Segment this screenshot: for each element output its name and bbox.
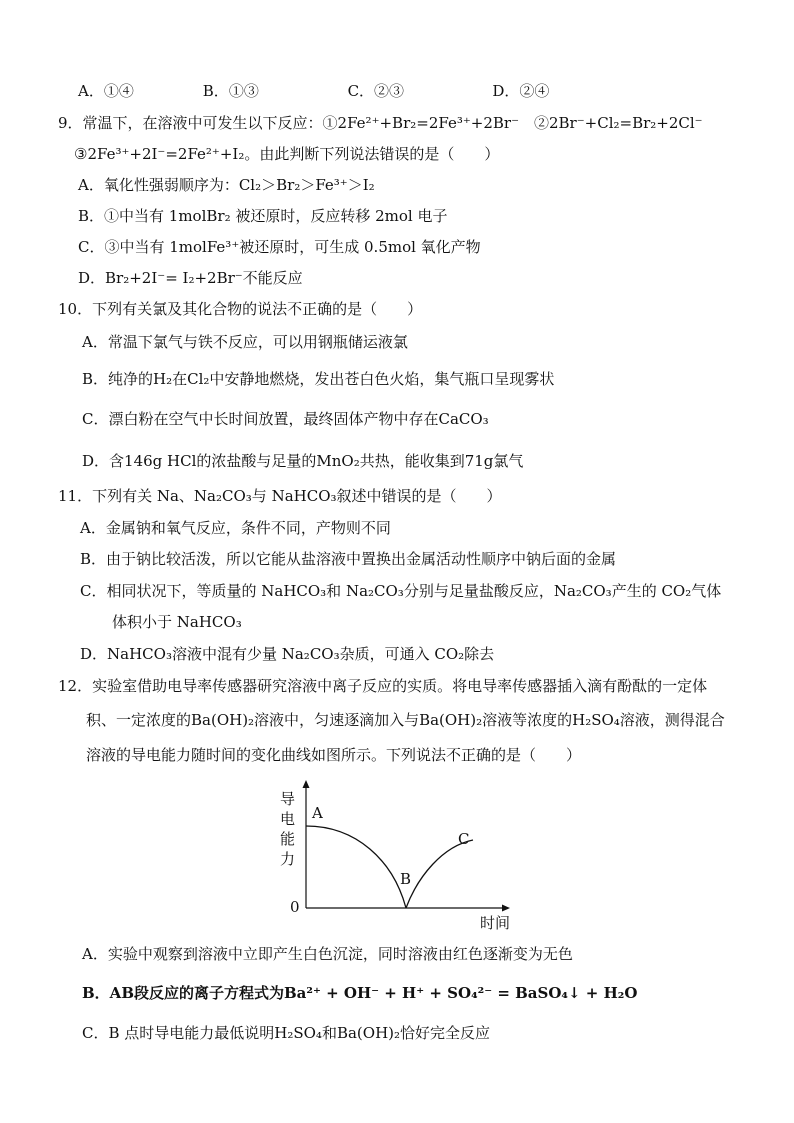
q11-option-d: D．NaHCO₃溶液中混有少量 Na₂CO₃杂质，可通入 CO₂除去	[80, 645, 495, 663]
q8-options-row	[78, 80, 549, 102]
y-axis-arrow	[303, 780, 310, 788]
q11-stem: 11．下列有关 Na、Na₂CO₃与 NaHCO₃叙述中错误的是（ ）	[58, 487, 502, 505]
curve-bc	[406, 840, 473, 908]
point-c-label: C	[458, 830, 470, 848]
q12-stem-line2: 积、一定浓度的Ba(OH)₂溶液中，匀速逐滴加入与Ba(OH)₂溶液等浓度的H₂SO₄溶液，测得混合	[86, 711, 725, 729]
q9-option-c: C．③中当有 1molFe³⁺被还原时，可生成 0.5mol 氧化产物	[78, 238, 481, 256]
q10-option-a: A．常温下氯气与铁不反应，可以用钢瓶储运液氯	[82, 333, 408, 351]
q10-option-d: D．含146g HCl的浓盐酸与足量的MnO₂共热，能收集到71g氯气	[82, 452, 524, 470]
ylabel-char-2: 电	[280, 810, 296, 828]
xlabel: 时间	[480, 914, 511, 932]
origin-label: 0	[290, 898, 300, 916]
q11-option-c-line1: C．相同状况下，等质量的 NaHCO₃和 Na₂CO₃分别与足量盐酸反应，Na₂CO₃产生的 CO₂气体	[80, 582, 722, 600]
q9-option-d: D．Br₂+2I⁻= I₂+2Br⁻不能反应	[78, 269, 303, 287]
q10-option-c: C．漂白粉在空气中长时间放置，最终固体产物中存在CaCO₃	[82, 410, 489, 428]
ylabel-char-4: 力	[280, 850, 296, 868]
q8-option-b: B．①③	[202, 82, 259, 100]
q12-stem-line1: 12．实验室借助电导率传感器研究溶液中离子反应的实质。将电导率传感器插入滴有酚酞的一定体	[58, 677, 708, 695]
q9-option-a: A．氧化性强弱顺序为：Cl₂＞Br₂＞Fe³⁺＞I₂	[78, 176, 375, 194]
q12-stem-line3: 溶液的导电能力随时间的变化曲线如图所示。下列说法不正确的是（ ）	[86, 746, 582, 764]
q12-option-b: B．AB段反应的离子方程式为Ba²⁺ + OH⁻ + H⁺ + SO₄²⁻ = BaSO₄↓ + H₂O	[82, 984, 638, 1002]
point-b-label: B	[400, 870, 412, 888]
q8-option-a: A．①④	[78, 82, 134, 100]
conductivity-graph	[268, 780, 518, 930]
q10-option-b: B．纯净的H₂在Cl₂中安静地燃烧，发出苍白色火焰，集气瓶口呈现雾状	[82, 370, 555, 388]
x-axis-arrow	[502, 905, 510, 912]
q11-option-c-line2: 体积小于 NaHCO₃	[112, 613, 242, 631]
q11-option-a: A．金属钠和氧气反应，条件不同，产物则不同	[80, 519, 391, 537]
q9-option-b: B．①中当有 1molBr₂ 被还原时，反应转移 2mol 电子	[78, 207, 448, 225]
q11-option-b: B．由于钠比较活泼，所以它能从盐溶液中置换出金属活动性顺序中钠后面的金属	[80, 550, 617, 568]
ylabel-char-3: 能	[280, 830, 296, 848]
conductivity-graph-svg	[268, 780, 518, 930]
q8-option-c: C．②③	[347, 82, 405, 100]
q9-stem-line1: 9．常温下，在溶液中可发生以下反应：①2Fe²⁺+Br₂=2Fe³⁺+2Br⁻ ②2Br⁻+Cl₂=Br₂+2Cl⁻	[58, 114, 703, 132]
point-a-label: A	[312, 804, 323, 822]
q10-stem: 10．下列有关氯及其化合物的说法不正确的是（ ）	[58, 300, 423, 318]
q12-option-a: A．实验中观察到溶液中立即产生白色沉淀，同时溶液由红色逐渐变为无色	[82, 945, 573, 963]
q12-option-c: C．B 点时导电能力最低说明H₂SO₄和Ba(OH)₂恰好完全反应	[82, 1024, 491, 1042]
q8-option-d: D．②④	[492, 82, 550, 100]
q9-stem-line2: ③2Fe³⁺+2I⁻=2Fe²⁺+I₂。由此判断下列说法错误的是（ ）	[74, 145, 500, 163]
ylabel-char-1: 导	[280, 790, 296, 808]
curve-ab	[306, 826, 406, 908]
